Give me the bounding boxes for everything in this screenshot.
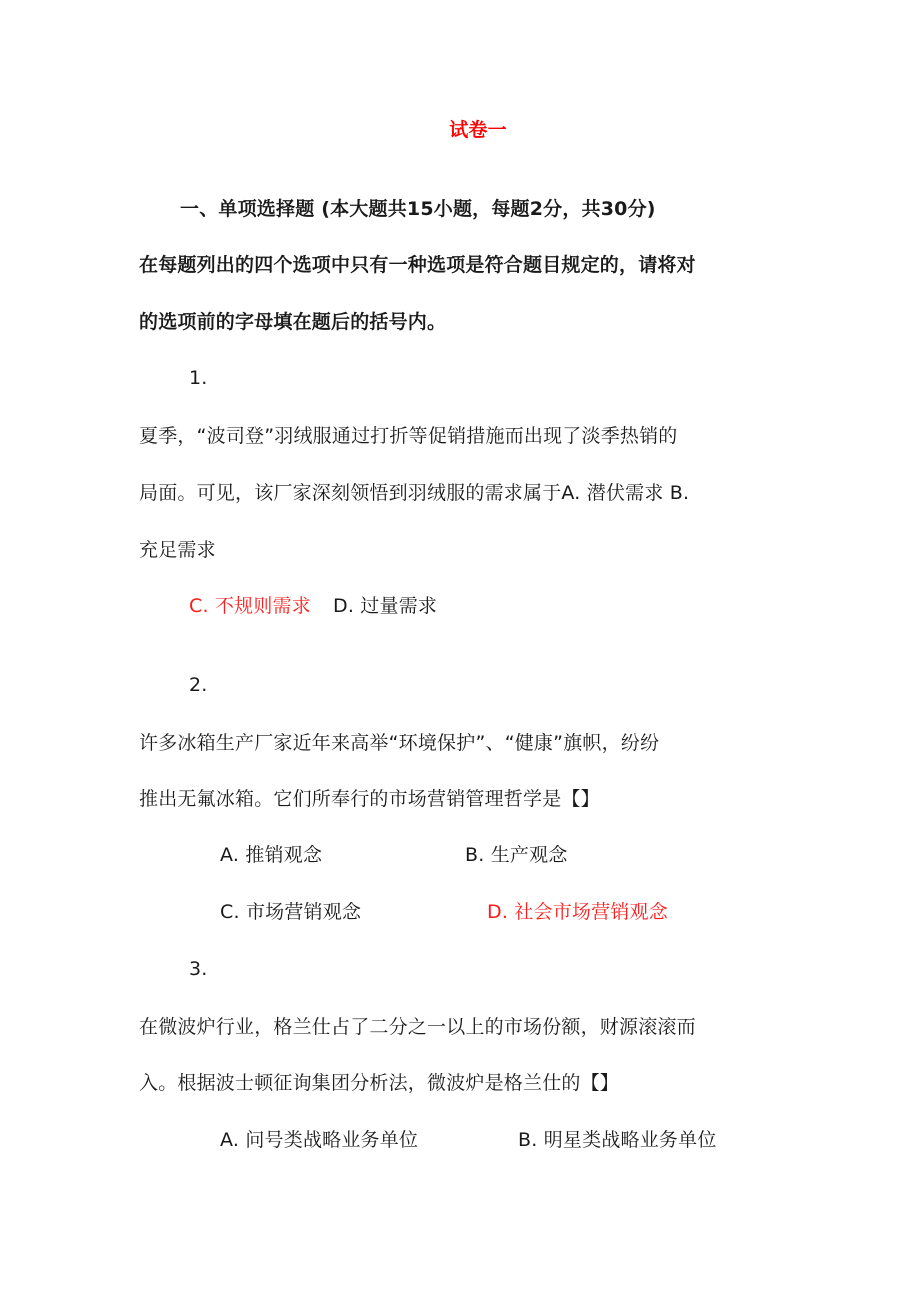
question-3-option-b: B. 明星类战略业务单位 <box>518 1129 717 1151</box>
question-2-option-a: A. 推销观念 <box>220 844 323 866</box>
question-2-option-b: B. 生产观念 <box>465 844 568 866</box>
question-1-option-c-correct: C. 不规则需求 <box>189 595 311 617</box>
section-heading: 一、单项选择题 (本大题共15小题，每题2分，共30分) <box>180 198 656 220</box>
question-1-number: 1. <box>189 367 208 389</box>
instructions-line-1: 在每题列出的四个选项中只有一种选项是符合题目规定的，请将对 <box>139 254 696 276</box>
question-2-option-c: C. 市场营销观念 <box>220 901 362 923</box>
question-3-text-line-1: 在微波炉行业，格兰仕占了二分之一以上的市场份额，财源滚滚而 <box>139 1016 696 1038</box>
question-1-text-line-1: 夏季，“波司登”羽绒服通过打折等促销措施而出现了淡季热销的 <box>139 425 678 447</box>
page-title: 试卷一 <box>449 119 507 141</box>
question-2-text-line-1: 许多冰箱生产厂家近年来高举“环境保护”、“健康”旗帜，纷纷 <box>139 732 660 754</box>
question-2-number: 2. <box>189 674 208 696</box>
question-3-text-line-2: 入。根据波士顿征询集团分析法，微波炉是格兰仕的【】 <box>139 1072 620 1094</box>
question-2-option-d-correct: D. 社会市场营销观念 <box>487 901 668 923</box>
instructions-line-2: 的选项前的字母填在题后的括号内。 <box>139 311 447 333</box>
question-1-text-line-3: 充足需求 <box>139 539 216 561</box>
question-3-number: 3. <box>189 958 208 980</box>
question-2-text-line-2: 推出无氟冰箱。它们所奉行的市场营销管理哲学是【】 <box>139 788 600 810</box>
question-3-option-a: A. 问号类战略业务单位 <box>220 1129 419 1151</box>
question-1-text-line-2: 局面。可见，该厂家深刻领悟到羽绒服的需求属于A. 潜伏需求 B. <box>139 482 690 504</box>
question-1-option-d: D. 过量需求 <box>333 595 438 617</box>
